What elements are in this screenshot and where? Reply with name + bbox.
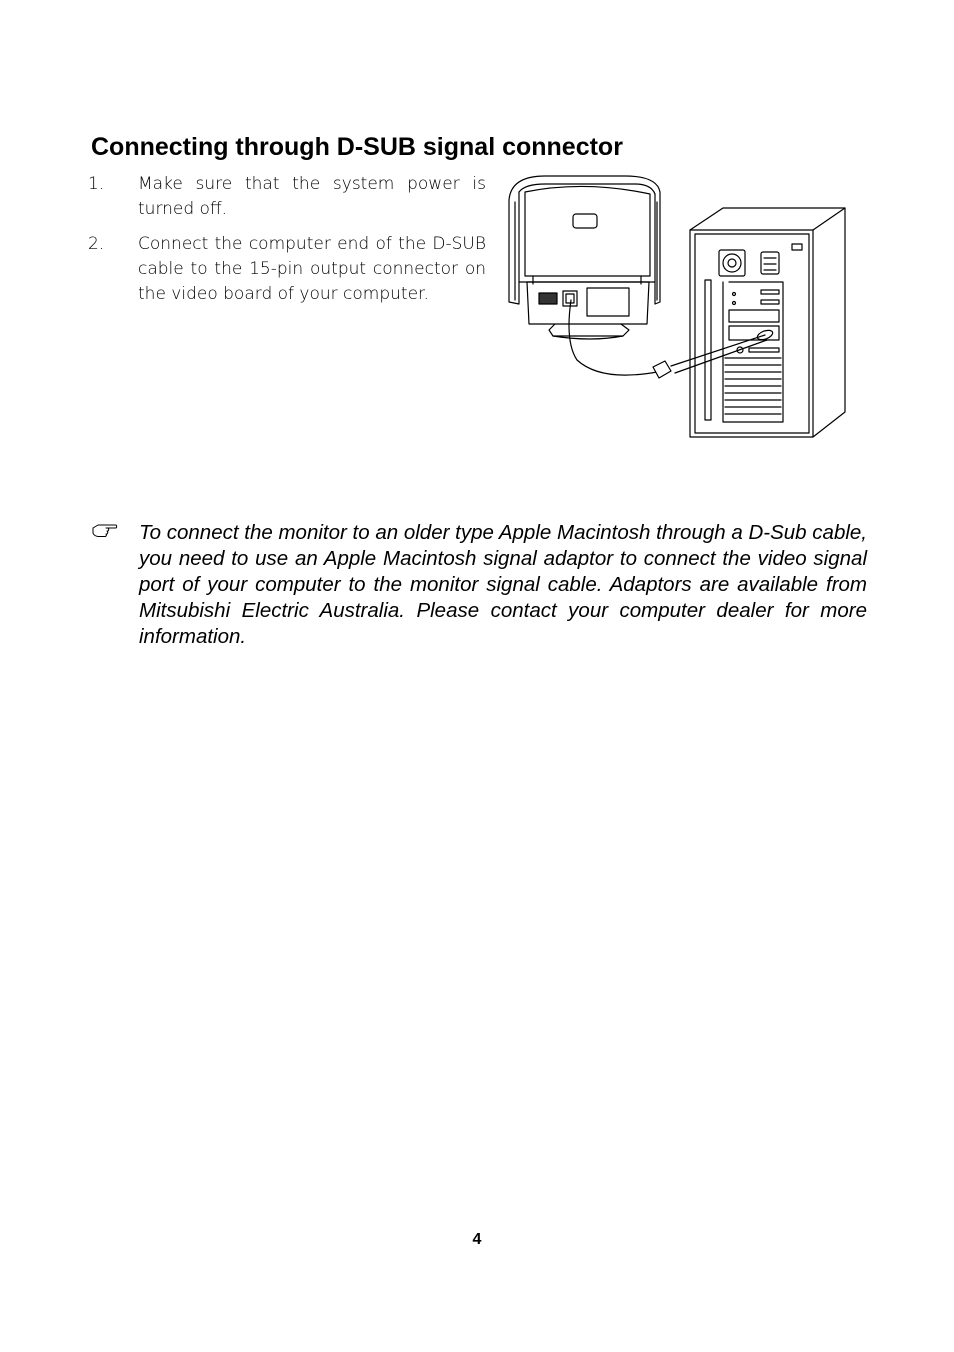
step-text: Make sure that the system power is turned off. xyxy=(138,174,486,219)
list-item xyxy=(88,232,486,307)
computer-tower-illustration xyxy=(690,208,845,437)
section-title: Connecting through D-SUB signal connector xyxy=(91,133,623,161)
pointing-hand-icon xyxy=(92,522,118,538)
steps-list xyxy=(88,172,486,317)
monitor-computer-connection-illustration xyxy=(505,172,850,440)
step-number: 2. xyxy=(88,234,105,254)
list-item xyxy=(88,172,486,222)
monitor-illustration xyxy=(509,176,660,339)
step-text: Connect the computer end of the D-SUB cable to the 15-pin output connector on the video board of your computer. xyxy=(138,234,486,304)
note-text: To connect the monitor to an older type Apple Macintosh through a D-Sub cable, you need to use an Apple Macintosh signal adaptor to connect the video signal port of your computer to the monitor signal cable. Adaptors are available from Mitsubishi Electric Australia. Please contact your computer dealer for more information. xyxy=(139,521,867,648)
step-number: 1. xyxy=(88,174,105,194)
page-number: 4 xyxy=(472,1231,482,1248)
